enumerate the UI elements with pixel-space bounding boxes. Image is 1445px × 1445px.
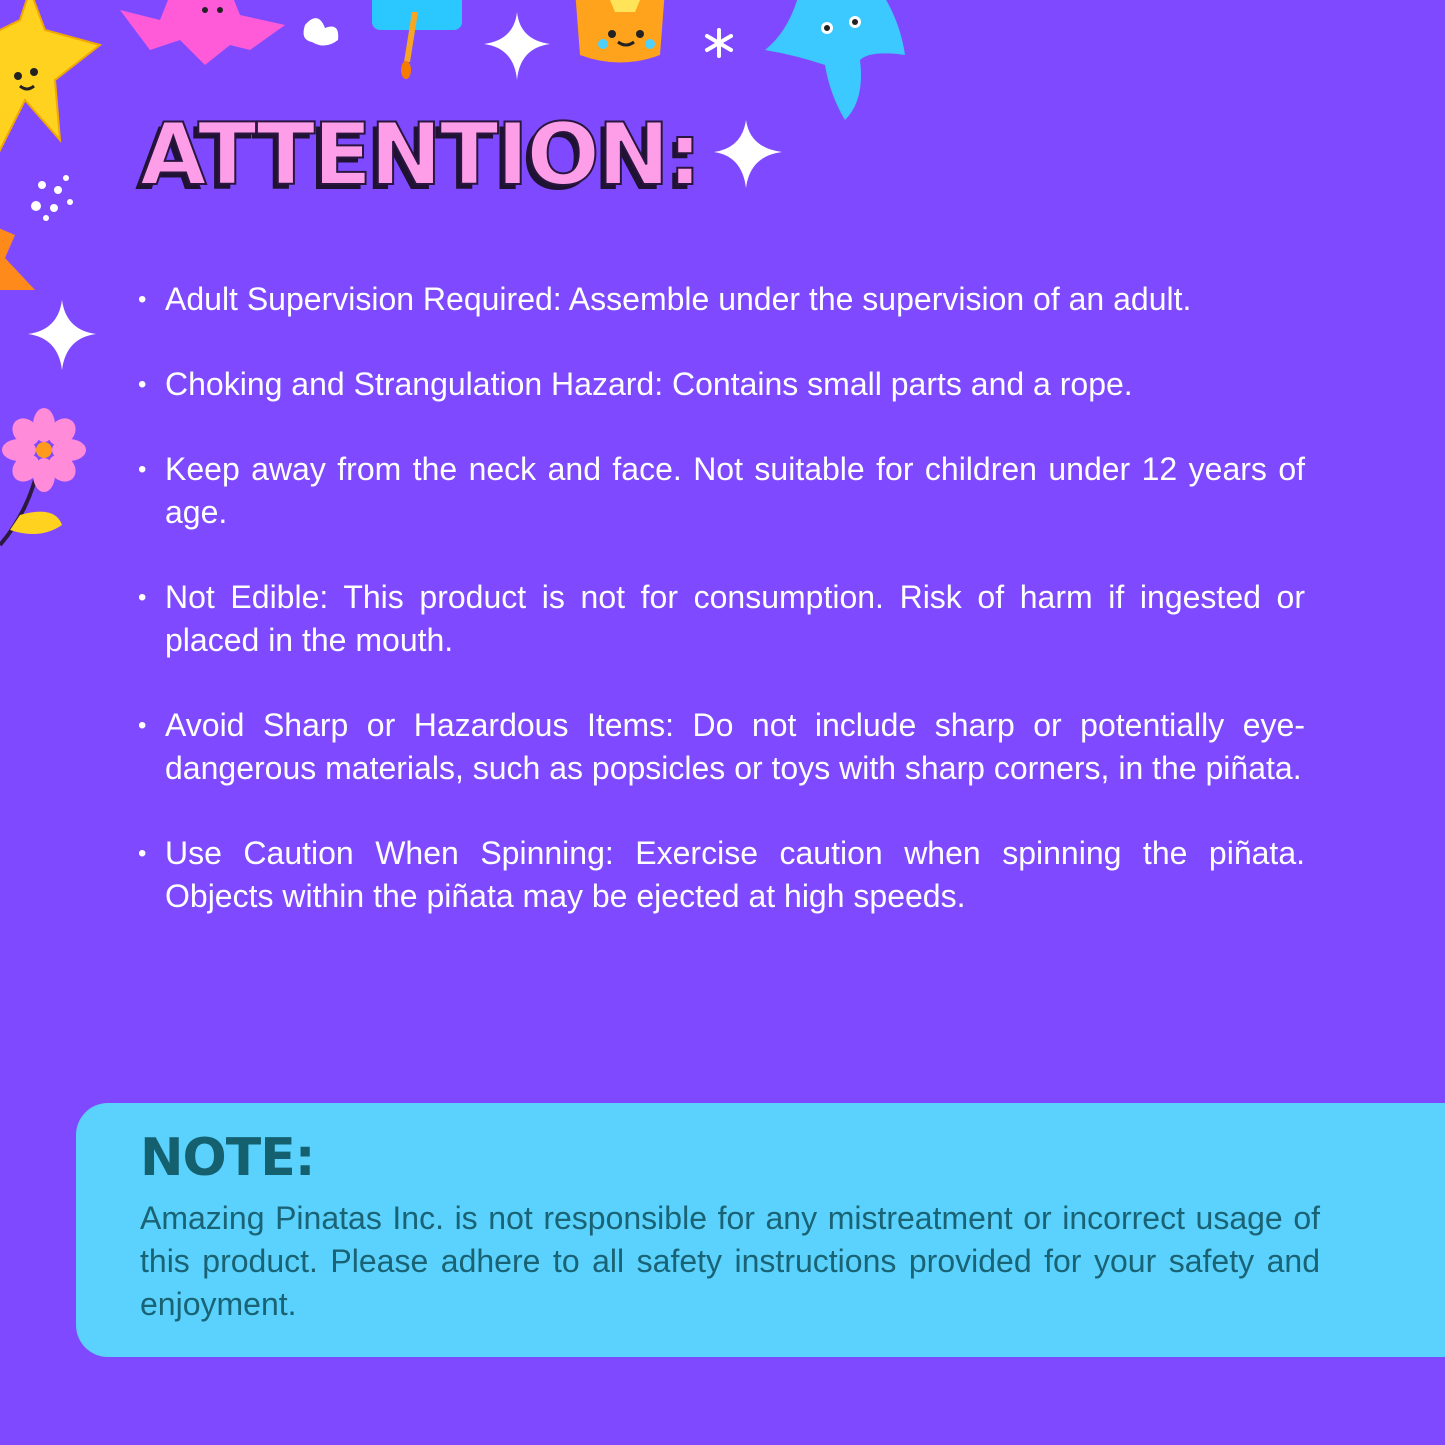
sparkle-icon bbox=[28, 300, 96, 370]
warning-item-caution-spinning: • Use Caution When Spinning: Exercise caution when spinning the piñata. Objects within the piñata may be ejected at high speeds. bbox=[135, 832, 1305, 918]
note-title: NOTE: bbox=[140, 1128, 315, 1188]
warning-item-keep-away-from-neck: • Keep away from the neck and face. Not suitable for children under 12 years of age. bbox=[135, 448, 1305, 534]
warning-item-adult-supervision: • Adult Supervision Required: Assemble under the supervision of an adult. bbox=[135, 278, 1305, 321]
orange-star-sticker-icon bbox=[0, 220, 35, 310]
white-leaf-icon bbox=[304, 18, 339, 45]
dots-cluster-icon bbox=[31, 175, 73, 221]
blue-star-sticker-icon bbox=[765, 0, 905, 120]
sparkle-icon bbox=[714, 120, 782, 188]
asterisk-sparkle-icon bbox=[707, 30, 731, 56]
attention-title: ATTENTION: bbox=[140, 105, 701, 205]
yellow-star-sticker-icon bbox=[0, 0, 100, 160]
pink-daisy-flower-icon bbox=[0, 408, 86, 545]
warning-item-not-edible: • Not Edible: This product is not for consumption. Risk of harm if ingested or placed in the mouth. bbox=[135, 576, 1305, 662]
warning-item-avoid-sharp-items: • Avoid Sharp or Hazardous Items: Do not include sharp or potentially eye-dangerous materials, such as popsicles or toys with sharp corners, in the piñata. bbox=[135, 704, 1305, 790]
warning-item-choking-hazard: • Choking and Strangulation Hazard: Contains small parts and a rope. bbox=[135, 363, 1305, 406]
orange-jar-sticker-icon bbox=[575, 0, 665, 63]
note-text: Amazing Pinatas Inc. is not responsible for any mistreatment or incorrect usage of this product. Please adhere to all safety instructions provided for your safety and enjoyment. bbox=[140, 1200, 1320, 1322]
paint-brush-icon bbox=[372, 0, 462, 79]
sparkle-icon bbox=[484, 12, 550, 80]
warnings-list bbox=[135, 278, 1305, 960]
pink-flower-sticker-icon bbox=[120, 0, 285, 65]
